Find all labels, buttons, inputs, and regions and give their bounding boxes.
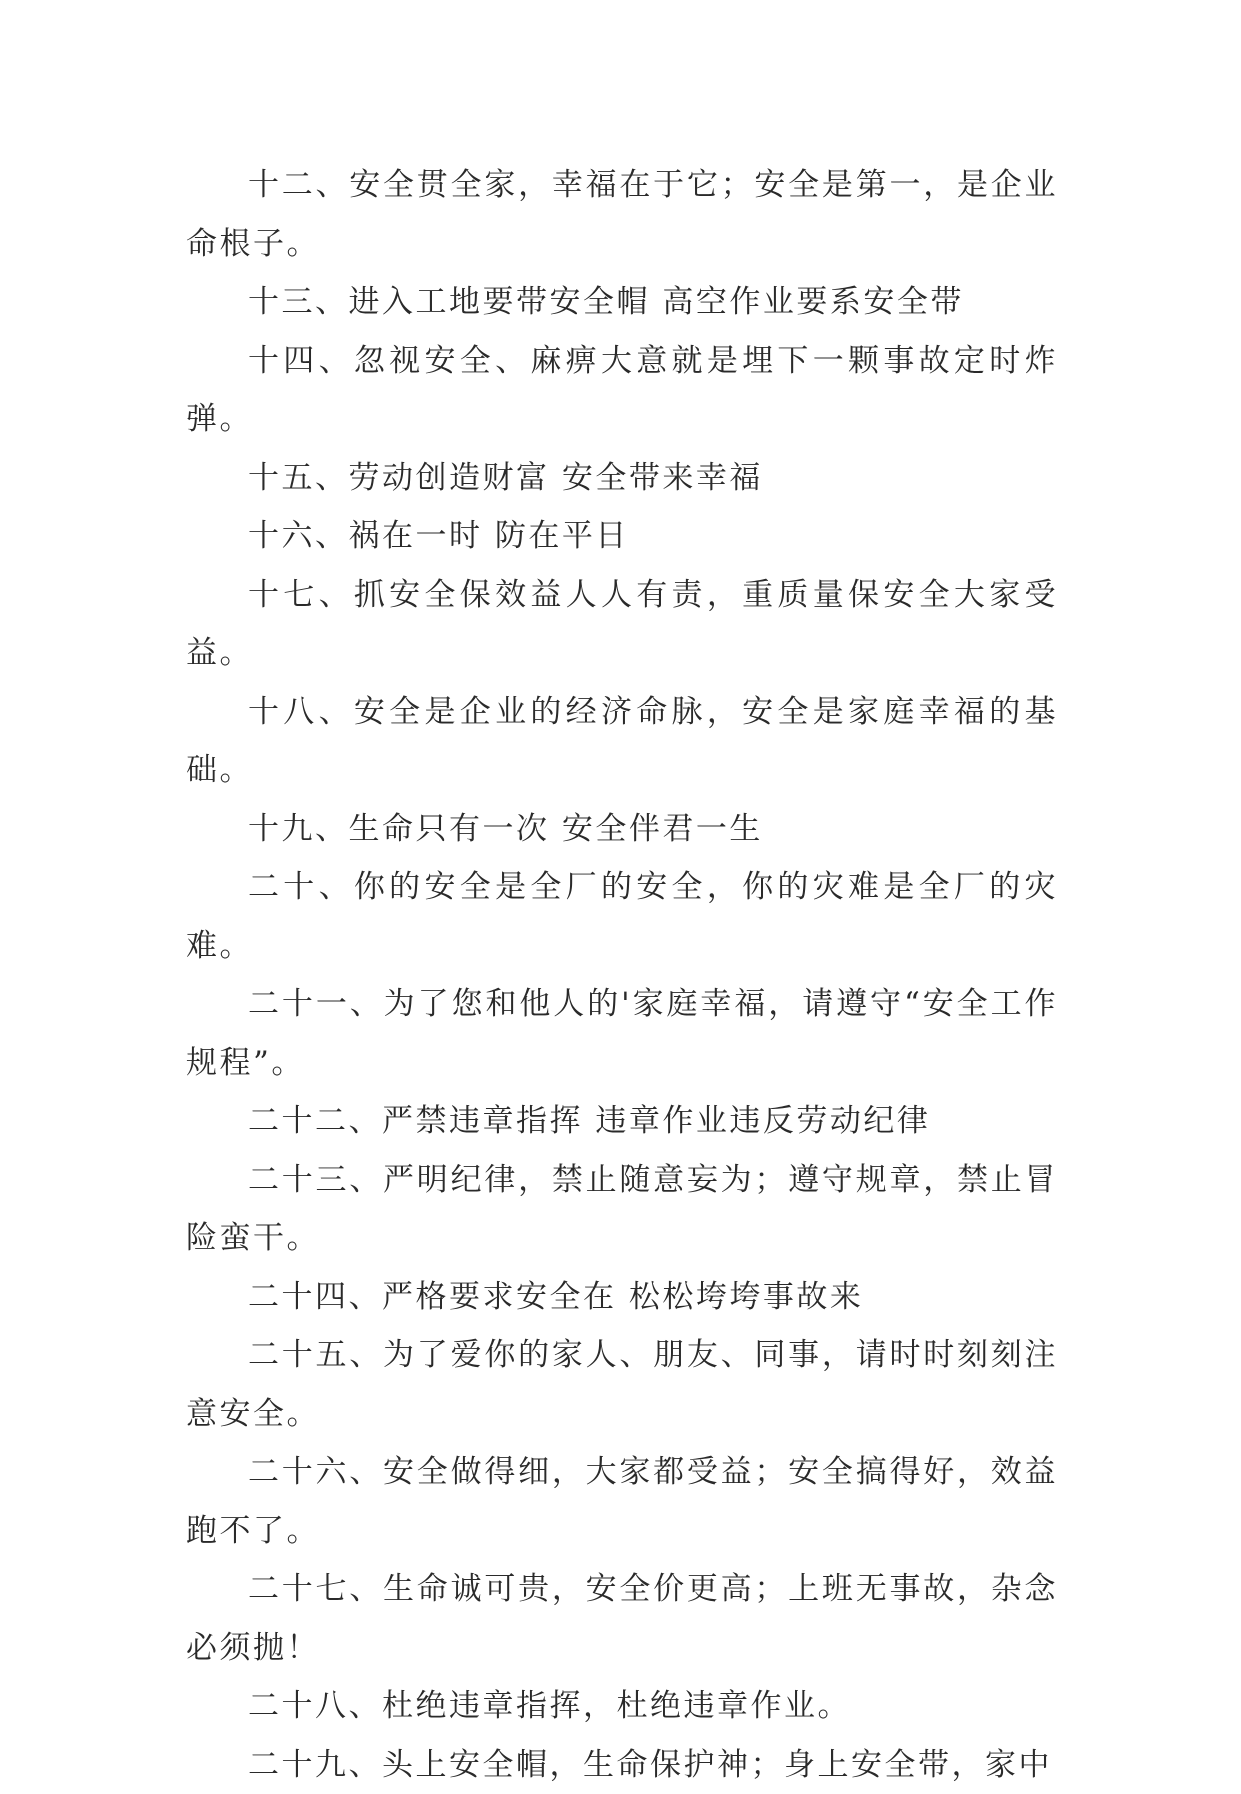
paragraph-13: 十三、进入工地要带安全帽 高空作业要系安全带 [186,273,1058,332]
paragraph-19: 十九、生命只有一次 安全伴君一生 [186,800,1058,859]
paragraph-20: 二十、你的安全是全厂的安全，你的灾难是全厂的灾难。 [186,858,1058,975]
paragraph-18: 十八、安全是企业的经济命脉，安全是家庭幸福的基础。 [186,683,1058,800]
paragraph-12: 十二、安全贯全家，幸福在于它；安全是第一，是企业命根子。 [186,156,1058,273]
paragraph-25: 二十五、为了爱你的家人、朋友、同事，请时时刻刻注意安全。 [186,1326,1058,1443]
paragraph-15: 十五、劳动创造财富 安全带来幸福 [186,449,1058,508]
paragraph-26: 二十六、安全做得细，大家都受益；安全搞得好，效益跑不了。 [186,1443,1058,1560]
paragraph-28: 二十八、杜绝违章指挥，杜绝违章作业。 [186,1677,1058,1736]
paragraph-22: 二十二、严禁违章指挥 违章作业违反劳动纪律 [186,1092,1058,1151]
paragraph-14: 十四、忽视安全、麻痹大意就是埋下一颗事故定时炸弹。 [186,332,1058,449]
paragraph-24: 二十四、严格要求安全在 松松垮垮事故来 [186,1268,1058,1327]
paragraph-16: 十六、祸在一时 防在平日 [186,507,1058,566]
document-body [186,156,1058,1794]
paragraph-17: 十七、抓安全保效益人人有责，重质量保安全大家受益。 [186,566,1058,683]
paragraph-21: 二十一、为了您和他人的'家庭幸福，请遵守“安全工作规程”。 [186,975,1058,1092]
paragraph-27: 二十七、生命诚可贵，安全价更高；上班无事故，杂念必须抛！ [186,1560,1058,1677]
paragraph-29: 二十九、头上安全帽，生命保护神；身上安全带，家中 [186,1736,1058,1794]
paragraph-23: 二十三、严明纪律，禁止随意妄为；遵守规章，禁止冒险蛮干。 [186,1151,1058,1268]
